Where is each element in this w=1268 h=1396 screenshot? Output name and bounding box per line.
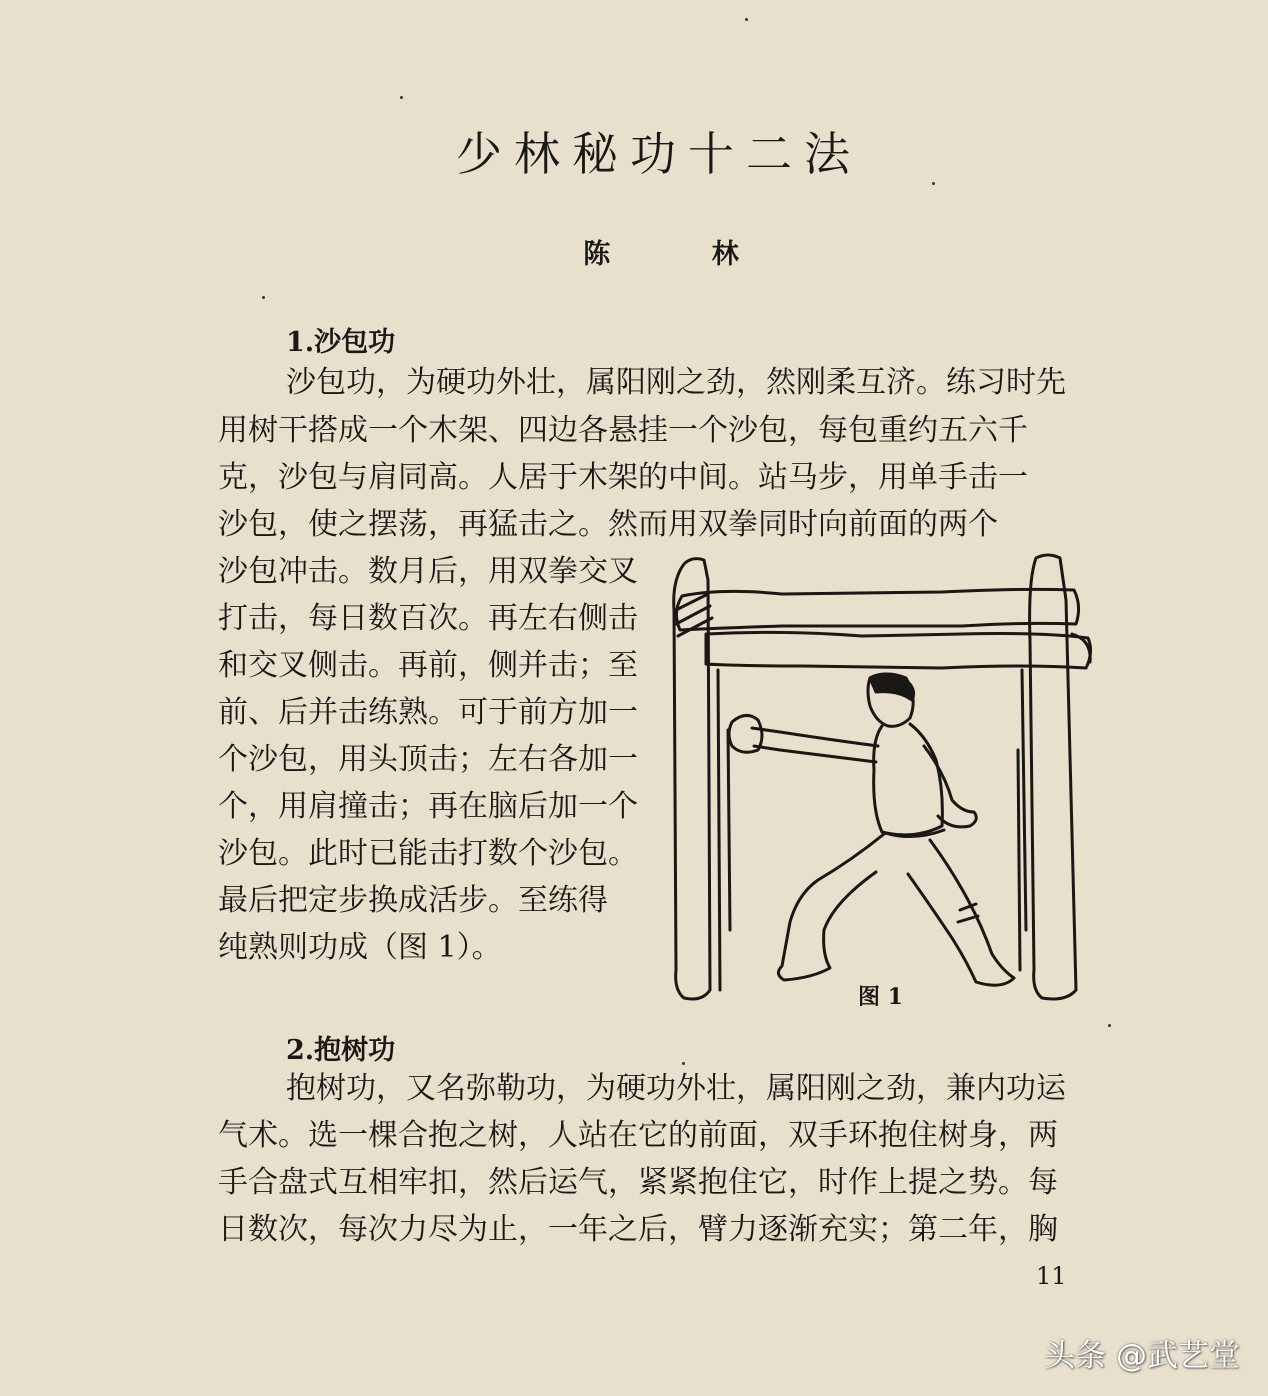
text-line: 克，沙包与肩同高。人居于木架的中间。站马步，用单手击一	[218, 460, 1028, 495]
training-frame-illustration	[662, 550, 1102, 1010]
text-line: 最后把定步换成活步。至练得	[218, 883, 608, 918]
text-line: 气术。选一棵合抱之树，人站在它的前面，双手环抱住树身，两	[218, 1118, 1058, 1153]
paper-speck	[262, 296, 265, 299]
text-line: 沙包。此时已能击打数个沙包。	[218, 836, 638, 871]
text-line: 纯熟则功成（图 1）。	[218, 930, 502, 965]
text-line: 沙包功，为硬功外壮，属阳刚之劲，然刚柔互济。练习时先	[286, 365, 1066, 400]
page-title: 少林秘功十二法	[456, 127, 862, 181]
watermark: 头条 @武艺堂	[1044, 1338, 1240, 1374]
text-line: 打击，每日数百次。再左右侧击	[218, 601, 638, 636]
paper-speck	[1108, 1024, 1111, 1027]
text-line: 抱树功，又名弥勒功，为硬功外壮，属阳刚之劲，兼内功运	[286, 1071, 1066, 1106]
text-line: 用树干搭成一个木架、四边各悬挂一个沙包，每包重约五六千	[218, 413, 1028, 448]
text-line: 日数次，每次力尽为止，一年之后，臂力逐渐充实；第二年，胸	[218, 1212, 1058, 1247]
section-heading-1: 1.沙包功	[286, 327, 396, 358]
text-line: 前、后并击练熟。可于前方加一	[218, 695, 638, 730]
paper-speck	[400, 96, 403, 99]
text-line: 沙包冲击。数月后，用双拳交叉	[218, 554, 638, 589]
paper-speck	[745, 18, 748, 21]
text-line: 手合盘式互相牢扣，然后运气，紧紧抱住它，时作上提之势。每	[218, 1165, 1058, 1200]
figure-caption: 图 1	[858, 984, 903, 1010]
text-line: 个沙包，用头顶击；左右各加一	[218, 742, 638, 777]
text-line: 个，用肩撞击；再在脑后加一个	[218, 789, 638, 824]
text-line: 沙包，使之摆荡，再猛击之。然而用双拳同时向前面的两个	[218, 507, 998, 542]
text-line: 和交叉侧击。再前，侧并击；至	[218, 648, 638, 683]
paper-speck	[932, 182, 935, 185]
author-name: 陈 林	[583, 239, 785, 270]
section-heading-2: 2.抱树功	[286, 1035, 396, 1066]
paper-speck	[682, 1062, 685, 1065]
page-number: 11	[1036, 1262, 1067, 1290]
